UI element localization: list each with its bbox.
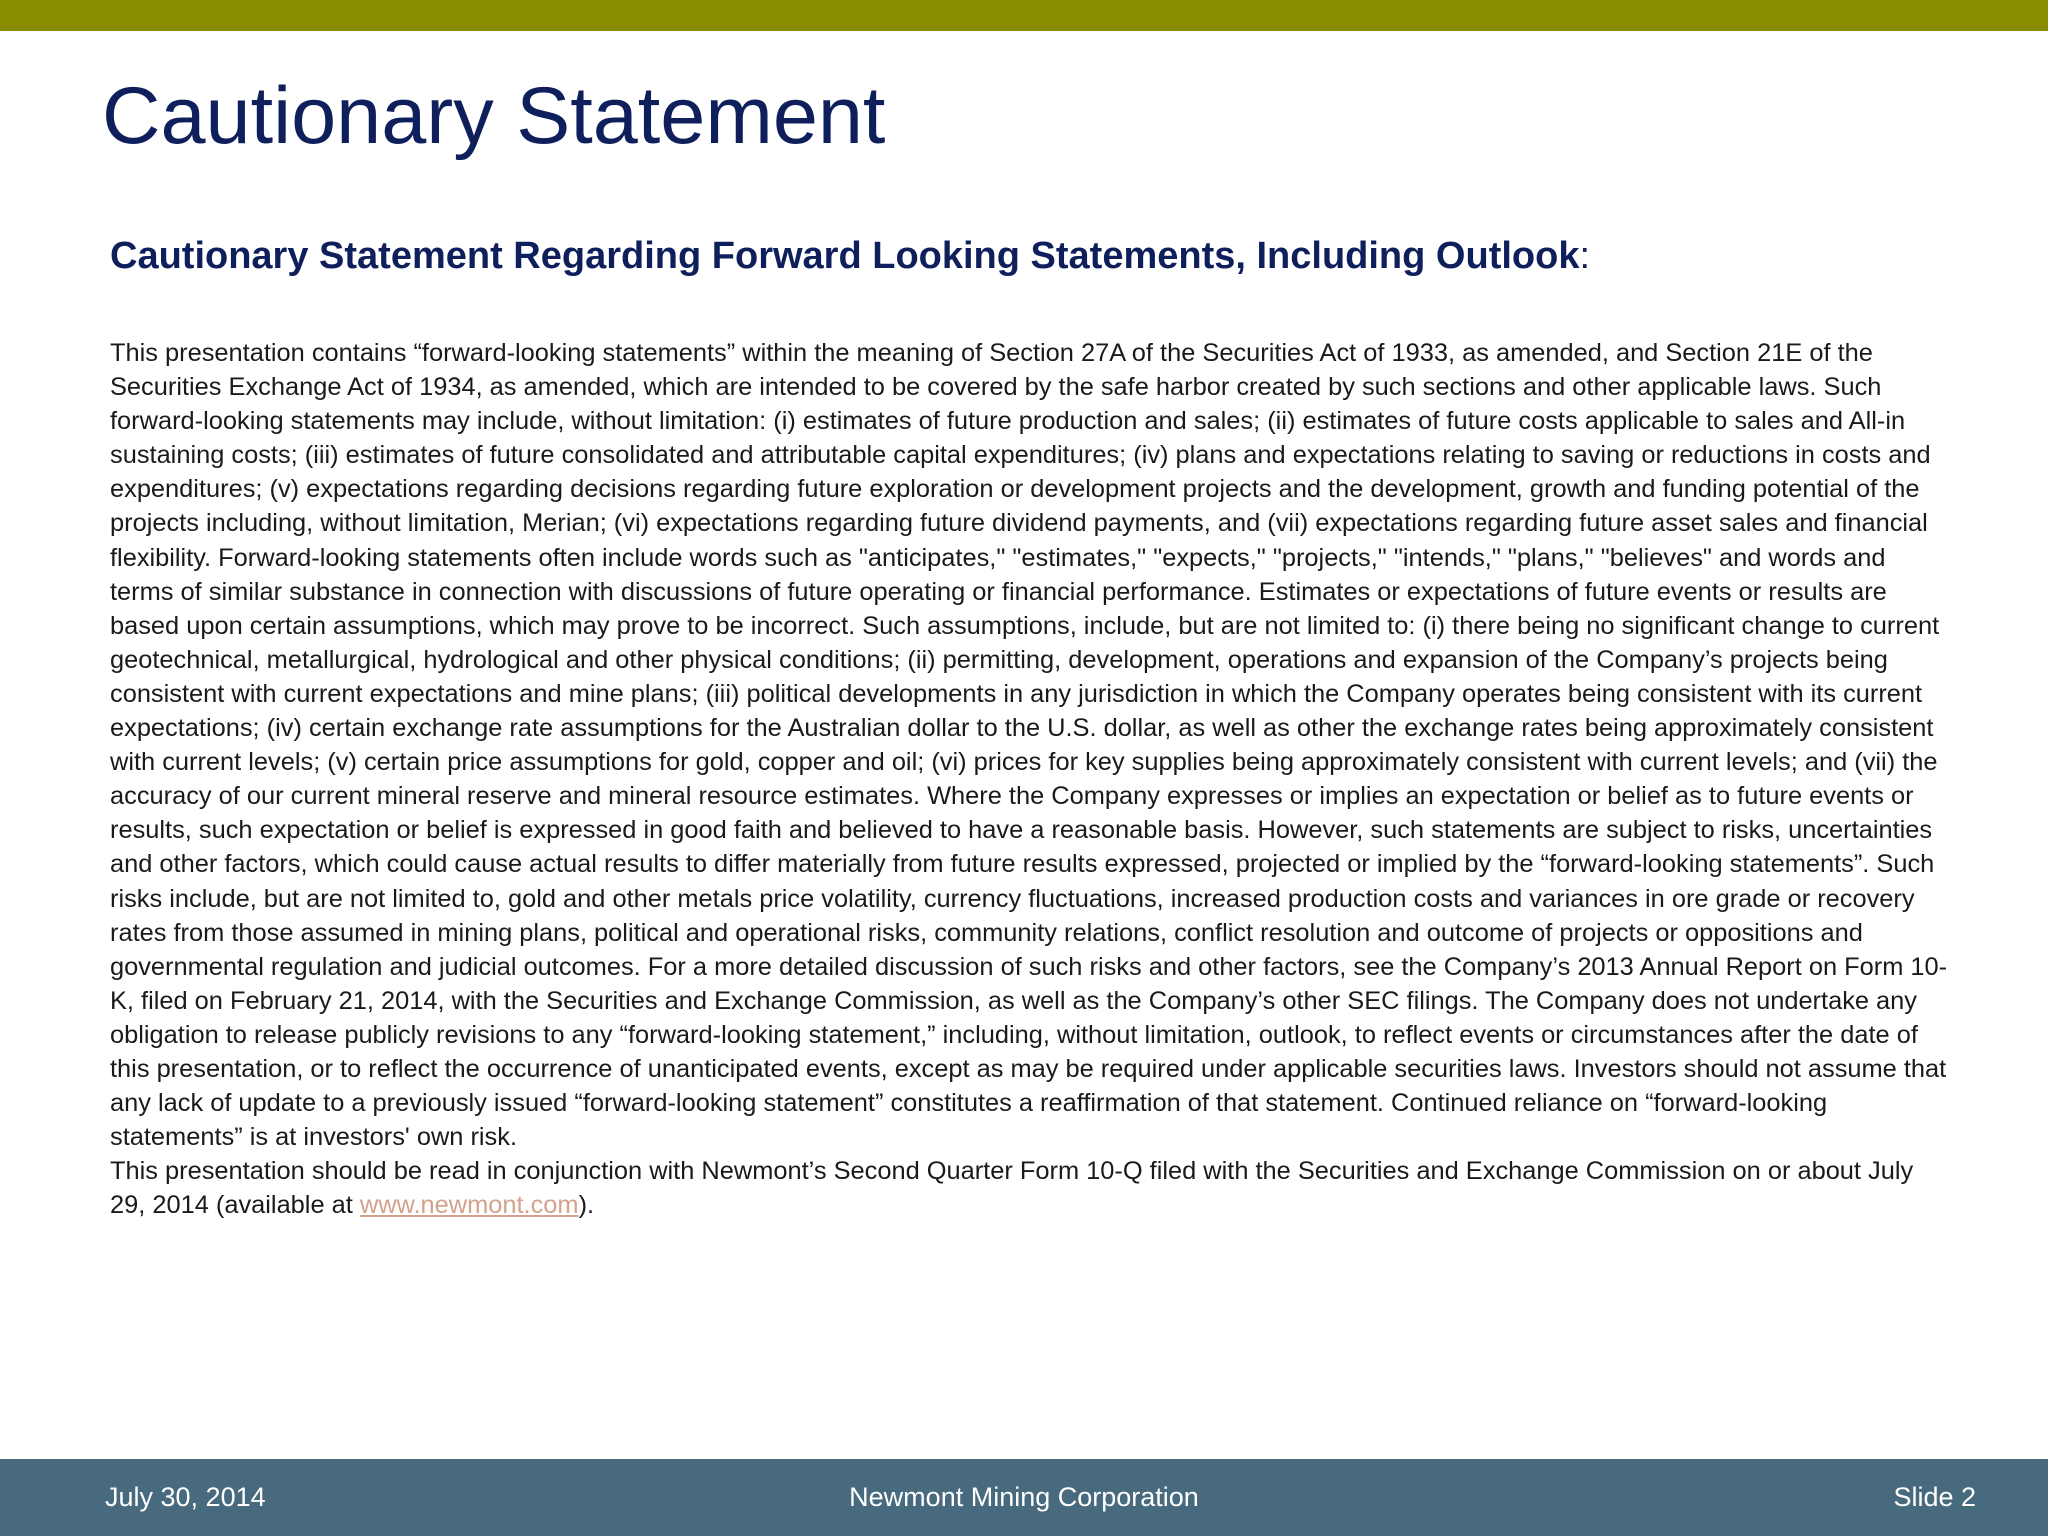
footer-company: Newmont Mining Corporation xyxy=(849,1482,1199,1512)
reference-text: This presentation should be read in conjunction with Newmont’s Second Quarter Form 10-Q filed with the Securities and Exchange Commission on or about July 29, 2014 (available at xyxy=(110,1157,1914,1220)
disclaimer-body xyxy=(110,336,1950,1222)
subheading-colon: : xyxy=(1579,235,1591,277)
section-subheading xyxy=(110,232,1590,280)
disclaimer-paragraph: This presentation contains “forward-looking statements” within the meaning of Section 27A of the Securities Act of 1933, as amended, and Section 21E of the Securities Exchange Act of 1934, as amended, which are intended to be covered by the safe harbor created by such sections and other applicable laws. Such forward-looking statements may include, without limitation: (i) estimates of future production and sales; (ii) estimates of future costs applicable to sales and All-in sustaining costs; (iii) estimates of future consolidated and attributable capital expenditures; (iv) plans and expectations relating to saving or reductions in costs and expenditures; (v) expectations regarding decisions regarding future exploration or development projects and the development, growth and funding potential of the projects including, without limitation, Merian; (vi) expectations regarding future dividend payments, and (vii) expectations regarding future asset sales and financial flexibility. Forward-looking statements often include words such as "anticipates," "estimates," "expects," "projects," "intends," "plans," "believes" and words and terms of similar substance in connection with discussions of future operating or financial performance. Estimates or expectations of future events or results are based upon certain assumptions, which may prove to be incorrect. Such assumptions, include, but are not limited to: (i) there being no significant change to current geotechnical, metallurgical, hydrological and other physical conditions; (ii) permitting, development, operations and expansion of the Company’s projects being consistent with current expectations and mine plans; (iii) political developments in any jurisdiction in which the Company operates being consistent with its current expectations; (iv) certain exchange rate assumptions for the Australian dollar to the U.S. dollar, as well as other the exchange rates being approximately consistent with current levels; (v) certain price assumptions for gold, copper and oil; (vi) prices for key supplies being approximately consistent with current levels; and (vii) the accuracy of our current mineral reserve and mineral resource estimates. Where the Company expresses or implies an expectation or belief as to future events or results, such expectation or belief is expressed in good faith and believed to have a reasonable basis. However, such statements are subject to risks, uncertainties and other factors, which could cause actual results to differ materially from future results expressed, projected or implied by the “forward-looking statements”. Such risks include, but are not limited to, gold and other metals price volatility, currency fluctuations, increased production costs and variances in ore grade or recovery rates from those assumed in mining plans, political and operational risks, community relations, conflict resolution and outcome of projects or oppositions and governmental regulation and judicial outcomes. For a more detailed discussion of such risks and other factors, see the Company’s 2013 Annual Report on Form 10-K, filed on February 21, 2014, with the Securities and Exchange Commission, as well as the Company’s other SEC filings. The Company does not undertake any obligation to release publicly revisions to any “forward-looking statement,” including, without limitation, outlook, to reflect events or circumstances after the date of this presentation, or to reflect the occurrence of unanticipated events, except as may be required under applicable securities laws. Investors should not assume that any lack of update to a previously issued “forward-looking statement” constitutes a reaffirmation of that statement. Continued reliance on “forward-looking statements” is at investors' own risk. xyxy=(110,339,1948,1152)
newmont-website-link[interactable]: www.newmont.com xyxy=(359,1191,579,1220)
footer-date: July 30, 2014 xyxy=(105,1482,266,1512)
reference-paragraph xyxy=(110,1154,1950,1222)
footer-slide-number: Slide 2 xyxy=(1893,1482,1976,1512)
top-accent-bar xyxy=(0,0,2048,31)
footer-bar xyxy=(0,1459,2048,1536)
reference-text-end: ). xyxy=(578,1191,595,1220)
slide-title: Cautionary Statement xyxy=(102,71,886,161)
subheading-text: Cautionary Statement Regarding Forward Looking Statements, Including Outlook xyxy=(110,235,1580,277)
